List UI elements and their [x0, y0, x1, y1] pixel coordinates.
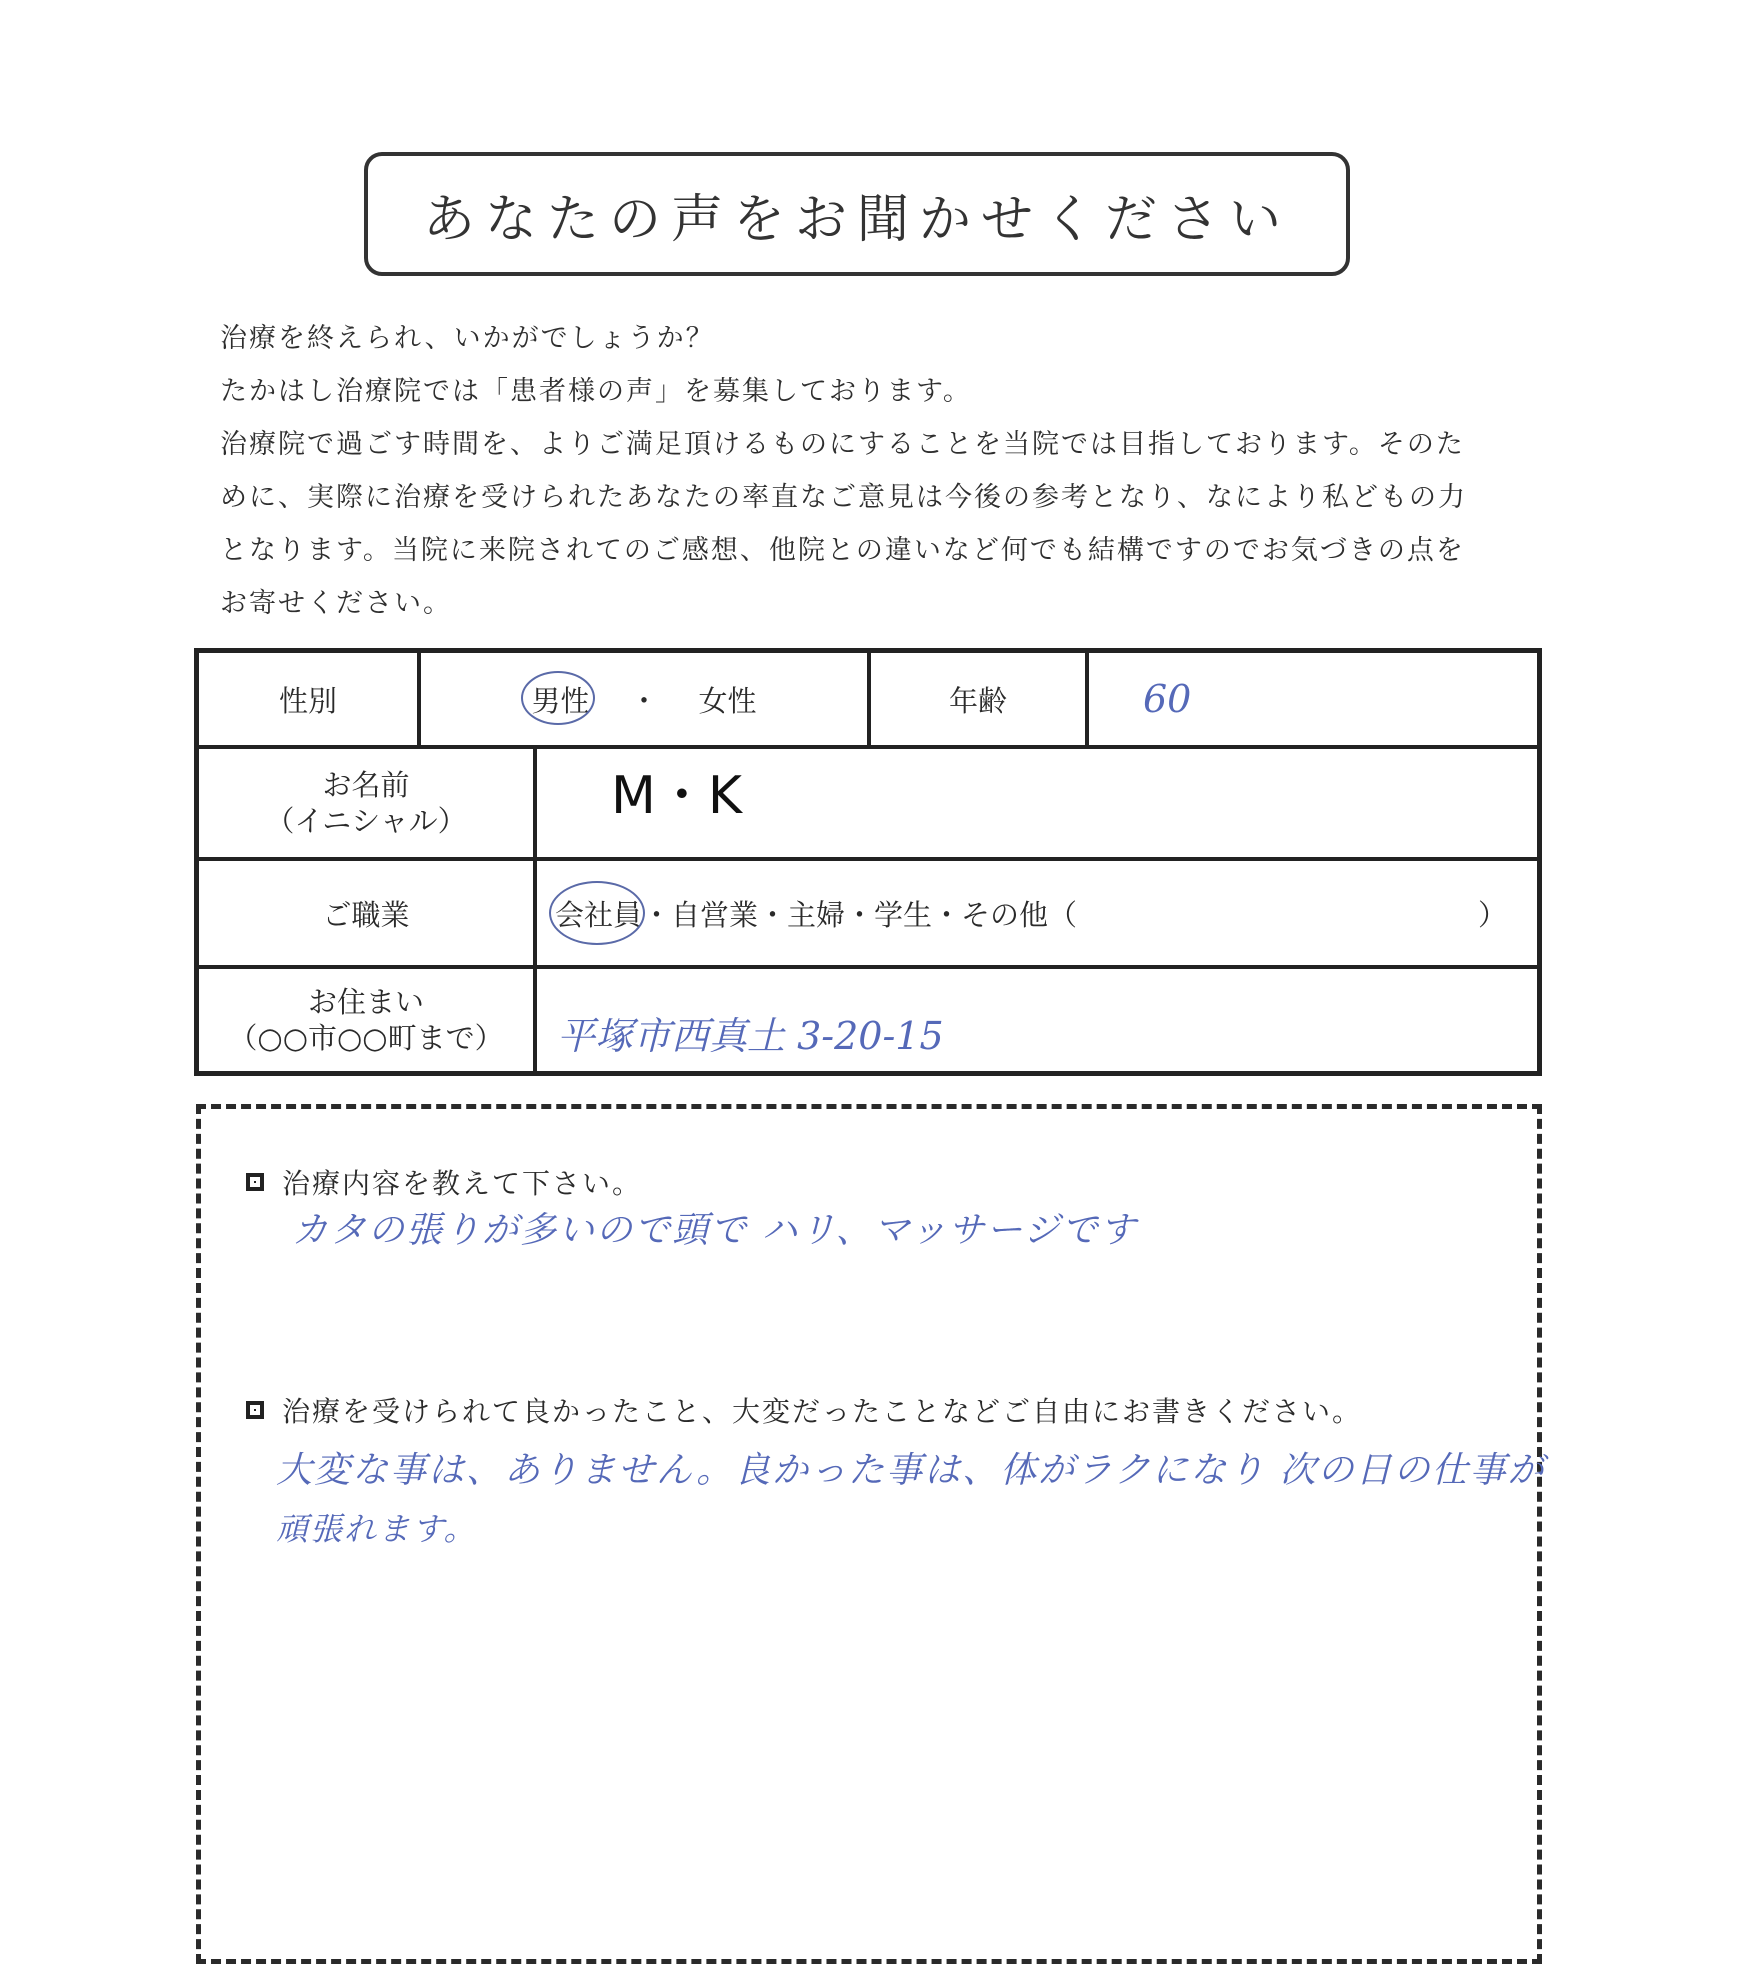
gender-male-option[interactable]: 男性 [531, 683, 590, 718]
gender-female-option[interactable]: 女性 [698, 683, 757, 718]
name-field[interactable] [533, 749, 1537, 857]
address-value: 平塚市西真土 3-20-15 [557, 1013, 944, 1058]
page-title: あなたの声をお聞かせください [364, 152, 1350, 276]
address-sublabel: （○○市○○町まで） [228, 1021, 504, 1055]
occupation-close-paren: ） [1477, 897, 1507, 932]
gender-label: 性別 [278, 683, 337, 718]
gender-separator: ・ [629, 683, 659, 718]
form-row-gender-age [199, 653, 1537, 749]
answer-line: カタの張りが多いので頭で ハリ、マッサージです [292, 1210, 1138, 1251]
question-label: 治療を受けられて良かったこと、大変だったことなどご自由にお書きください。 [282, 1395, 1363, 1428]
form-row-occupation [199, 861, 1537, 969]
answer-line: 頑張れます。 [276, 1510, 478, 1548]
question-treatment [246, 1162, 642, 1202]
checkbox-icon [246, 1173, 264, 1191]
address-label-cell [199, 969, 533, 1071]
info-form [194, 648, 1542, 1076]
intro-line: めに、実際に治療を受けられたあなたの率直なご意見は今後の参考となり、なにより私どもの力 [220, 482, 1467, 513]
intro-text [220, 312, 1520, 630]
intro-line: お寄せください。 [220, 588, 452, 619]
answer-feedback[interactable] [276, 1442, 1546, 1558]
name-value: M・K [611, 765, 742, 826]
question-feedback [246, 1390, 1362, 1430]
name-label: お名前 [322, 768, 410, 802]
form-row-address [199, 969, 1537, 1071]
answer-treatment[interactable] [292, 1202, 1137, 1253]
occupation-option-list[interactable]: 会社員・自営業・主婦・学生・その他（ [555, 897, 1078, 932]
name-sublabel: （イニシャル） [265, 804, 467, 838]
age-field[interactable] [1085, 653, 1537, 745]
selection-circle [521, 671, 595, 725]
intro-line: 治療院で過ごす時間を、よりご満足頂けるものにすることを当院では目指しております。そのた [220, 429, 1465, 460]
selection-circle [549, 881, 645, 945]
occupation-options[interactable] [533, 861, 1537, 965]
intro-line: 治療を終えられ、いかがでしょうか？ [220, 323, 715, 354]
age-label: 年齢 [867, 653, 1085, 745]
name-label-cell [199, 749, 533, 857]
answer-line: 大変な事は、ありません。良かった事は、体がラクになり 次の日の仕事が [276, 1450, 1546, 1491]
age-value: 60 [1143, 677, 1192, 721]
intro-line: たかはし治療院では「患者様の声」を募集しております。 [220, 376, 972, 407]
address-label: お住まい [307, 985, 424, 1019]
checkbox-icon [246, 1401, 264, 1419]
question-label: 治療内容を教えて下さい。 [282, 1167, 643, 1200]
address-field[interactable] [533, 969, 1537, 1071]
occupation-label: ご職業 [322, 897, 410, 932]
form-row-name [199, 749, 1537, 861]
gender-options[interactable] [417, 653, 867, 745]
intro-line: となります。当院に来院されてのご感想、他院との違いなど何でも結構ですのでお気づきの点を [220, 535, 1465, 566]
